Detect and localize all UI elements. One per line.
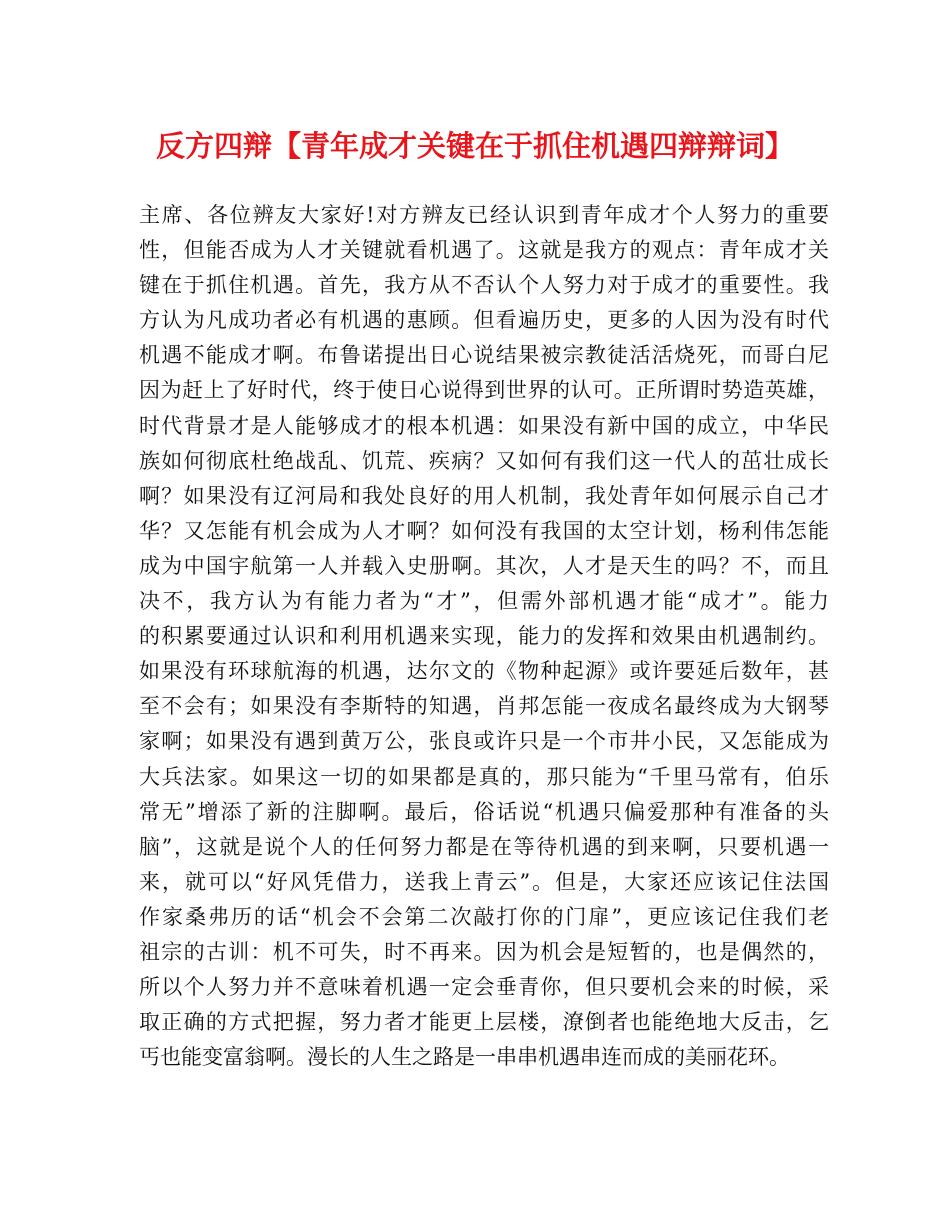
body-line: 的积累要通过认识和利用机遇来实现，能力的发挥和效果由机遇制约。 — [139, 624, 829, 649]
body-line: 祖宗的古训：机不可失，时不再来。因为机会是短暂的，也是偶然的， — [139, 939, 829, 964]
body-line: 因为赶上了好时代，终于使日心说得到世界的认可。正所谓时势造英雄， — [139, 378, 829, 403]
body-line: 来，就可以“好风凭借力，送我上青云”。但是，大家还应该记住法国 — [139, 869, 829, 894]
body-line: 至不会有；如果没有李斯特的知遇，肖邦怎能一夜成名最终成为大钢琴 — [139, 694, 829, 719]
body-line: 取正确的方式把握，努力者才能更上层楼，潦倒者也能绝地大反击，乞 — [139, 1010, 829, 1035]
body-line: 啊？如果没有辽河局和我处良好的用人机制，我处青年如何展示自己才 — [139, 483, 829, 508]
body-line: 如果没有环球航海的机遇，达尔文的《物种起源》或许要延后数年，甚 — [139, 659, 829, 684]
document-body — [139, 198, 829, 1075]
body-line: 常无”增添了新的注脚啊。最后，俗话说“机遇只偏爱那种有准备的头 — [139, 799, 829, 824]
body-line: 决不，我方认为有能力者为“才”，但需外部机遇才能“成才”。能力 — [139, 589, 829, 614]
body-line: 丐也能变富翁啊。漫长的人生之路是一串串机遇串连而成的美丽花环。 — [139, 1045, 790, 1070]
body-line: 家啊；如果没有遇到黄万公，张良或许只是一个市井小民，又怎能成为 — [139, 729, 829, 754]
body-line: 华？又怎能有机会成为人才啊？如何没有我国的太空计划，杨利伟怎能 — [139, 518, 829, 543]
body-line: 成为中国宇航第一人并载入史册啊。其次，人才是天生的吗？不，而且 — [139, 553, 829, 578]
body-line: 方认为凡成功者必有机遇的惠顾。但看遍历史，更多的人因为没有时代 — [139, 308, 829, 333]
body-line: 键在于抓住机遇。首先，我方从不否认个人努力对于成才的重要性。我 — [139, 273, 829, 298]
body-line: 大兵法家。如果这一切的如果都是真的，那只能为“千里马常有，伯乐 — [139, 764, 829, 789]
body-line: 所以个人努力并不意味着机遇一定会垂青你，但只要机会来的时候，采 — [139, 975, 829, 1000]
body-line: 机遇不能成才啊。布鲁诺提出日心说结果被宗教徒活活烧死，而哥白尼 — [139, 343, 829, 368]
body-line: 性，但能否成为人才关键就看机遇了。这就是我方的观点：青年成才关 — [139, 238, 829, 263]
body-line: 脑”，这就是说个人的任何努力都是在等待机遇的到来啊，只要机遇一 — [139, 834, 829, 859]
body-line: 主席、各位辨友大家好!对方辨友已经认识到青年成才个人努力的重要 — [139, 203, 829, 227]
body-line: 族如何彻底杜绝战乱、饥荒、疾病？又如何有我们这一代人的茁壮成长 — [139, 448, 829, 473]
document-title: 反方四辩【青年成才关键在于抓住机遇四辩辩词】 — [155, 129, 794, 163]
body-line: 时代背景才是人能够成才的根本机遇：如果没有新中国的成立，中华民 — [139, 413, 829, 438]
body-line: 作家桑弗历的话“机会不会第二次敲打你的门扉”，更应该记住我们老 — [139, 904, 829, 929]
